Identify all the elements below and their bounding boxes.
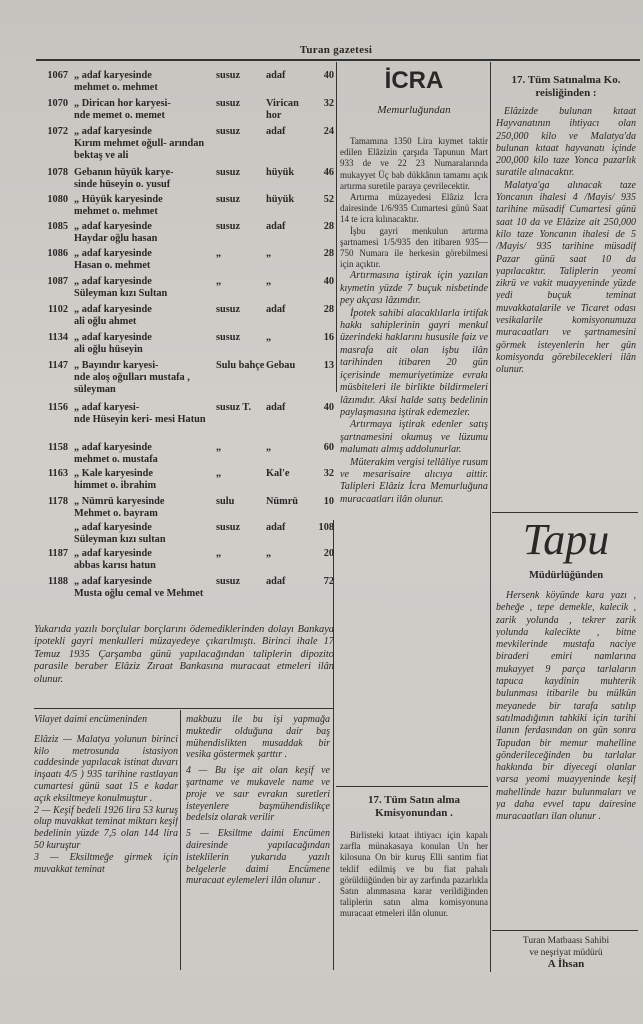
row-owner: mehmet o. mehmet <box>74 206 158 217</box>
vilayet-title: Vilayet daimi encümeninden <box>34 714 148 725</box>
row-number: 1188 <box>47 576 68 587</box>
row-type: „ <box>216 548 222 559</box>
bank-notice: Yukarıda yazılı borçlular borçlarını ödemediklerinden dolayı Bankaya ipotekli gayri menkulleri müzayedeye çıkarılmıştı. Birinci ihale 17 Temuz 1935 Çarşamba günü yapılacağından taliplerin dipozito parasile beraber Elâziz Zıraat Bankasına muracaat etmeleri ilân olunur. <box>34 624 334 685</box>
row-type: susuz <box>216 332 241 343</box>
table-row <box>34 248 334 278</box>
table-row <box>34 276 334 306</box>
row-village: „ adaf karyesinde <box>74 304 152 315</box>
tapu-subtitle: Müdürlüğünden <box>528 570 604 581</box>
row-location: adaf <box>266 576 286 587</box>
row-number: 1163 <box>47 468 68 479</box>
row-type: susuz <box>216 126 241 137</box>
row-location: hüyük <box>266 194 295 205</box>
column-divider-2 <box>490 62 491 972</box>
tapu-bottom-rule <box>492 930 638 931</box>
table-row <box>34 402 334 432</box>
row-number: 1134 <box>47 332 68 343</box>
row-value: 60 <box>323 442 334 453</box>
row-village: „ adaf karyesinde <box>74 576 152 587</box>
row-owner: mehmet o. mehmet <box>74 82 158 93</box>
row-number: 1080 <box>47 194 68 205</box>
row-village: „ Nümrü karyesinde <box>74 496 165 507</box>
tapu-notice: Tapu Müdürlüğünden Hersenk köyünde kara yazı , beheğe , tepe demekle, kalecik , zarik yolunda , tekrer zarik yolunda kalecikte , bitne mevkilerinde mustafa naciye biraderi emiri namlarına mukayyet 9 parça tarlaların tapuca kaydinin muhterik bulunması itibarile bu mülkün meyanede bir tarafa satılıp satılmadığının tahkiki için tarihi ilanın ferdasından on gün sonra Tapudan bir memur mahelline gönderileceğinden bu tarlalar hakkında bir diyecegi olanlar varsa yeomi muayyeninde keşif mahellinde hazır bulunmaları ve ya daha evvel tapu dairesine muracaatları ilan olunur . <box>496 518 636 823</box>
row-number: 1156 <box>47 402 68 413</box>
row-village: „ adaf karyesinde <box>74 332 152 343</box>
table-row <box>34 167 334 197</box>
row-value: 40 <box>323 402 334 413</box>
row-value: 24 <box>323 126 334 137</box>
row-owner: mehmet o. mustafa <box>74 454 158 465</box>
row-type: susuz <box>216 194 241 205</box>
row-number: 1078 <box>47 167 68 178</box>
icra-bottom-rule <box>336 786 488 787</box>
row-village: „ adaf karyesinde <box>74 126 152 137</box>
row-type: susuz <box>216 304 241 315</box>
row-type: „ <box>216 468 222 479</box>
row-village: „ adaf karyesinde <box>74 70 152 81</box>
row-value: 46 <box>323 167 334 178</box>
row-location: adaf <box>266 126 286 137</box>
row-number: 1072 <box>47 126 68 137</box>
row-number: 1102 <box>47 304 68 315</box>
table-row <box>34 304 334 334</box>
row-type: susuz <box>216 70 241 81</box>
row-owner: nde memet o. memet <box>74 110 165 121</box>
row-village: „ Dirican hor karyesi- <box>74 98 171 109</box>
row-location: Virican hor <box>266 98 299 121</box>
table-row <box>34 194 334 224</box>
row-number: 1086 <box>47 248 68 259</box>
row-owner: Süleyman kızı Sultan <box>74 288 168 299</box>
row-village: „ adaf karyesinde <box>74 248 152 259</box>
table-row <box>34 548 334 578</box>
table-row <box>34 576 334 606</box>
row-location: „ <box>266 248 272 259</box>
row-type: susuz <box>216 221 241 232</box>
row-owner: ali oğlu hüseyin <box>74 344 143 355</box>
yonca-bottom-rule <box>492 512 638 513</box>
row-village: „ adaf karyesinde <box>74 522 152 533</box>
table-row <box>34 332 334 362</box>
publisher-footer: Turan Matbaası Sahibi ve neşriyat müdürü A İhsan <box>522 936 610 970</box>
row-value: 20 <box>323 548 334 559</box>
row-location: „ <box>266 548 272 559</box>
row-number: 1178 <box>47 496 68 507</box>
row-location: „ <box>266 332 272 343</box>
row-number: 1087 <box>47 276 68 287</box>
row-value: 32 <box>323 468 334 479</box>
row-owner: nde Hüseyin keri- mesi Hatun <box>74 414 206 425</box>
table-row <box>34 98 334 128</box>
row-location: adaf <box>266 304 286 315</box>
row-owner: Kırım mehmet oğull- arından bektaş ve ali <box>74 138 205 161</box>
row-location: adaf <box>266 70 286 81</box>
row-location: adaf <box>266 221 286 232</box>
row-type: „ <box>216 276 222 287</box>
row-number: 1070 <box>47 98 68 109</box>
row-value: 40 <box>323 276 334 287</box>
row-type: susuz T. <box>216 402 252 413</box>
row-type: „ <box>216 248 222 259</box>
borclular-table <box>34 70 336 610</box>
row-value: 52 <box>323 194 334 205</box>
table-row <box>34 360 334 395</box>
row-location: „ <box>266 276 272 287</box>
column-divider-1 <box>336 62 337 392</box>
row-village: „ Kale karyesinde <box>74 468 153 479</box>
row-type: sulu <box>216 496 235 507</box>
row-village: „ Hüyük karyesinde <box>74 194 163 205</box>
row-village: „ adaf karyesi- <box>74 402 140 413</box>
row-owner: Mehmet o. bayram <box>74 508 158 519</box>
row-owner: Hasan o. mehmet <box>74 260 151 271</box>
row-village: „ adaf karyesinde <box>74 548 152 559</box>
row-owner: ali oğlu ahmet <box>74 316 137 327</box>
icra-notice: İCRA Memurluğundan Tamamına 1350 Lira kıymet taktir edilen Elâzizin çarşıda Tapunun Mart 933 de ve 22 23 Numaralarında mukayyet Üç bab dükkânın tamamı açık artırma suretile paraya çevrilecektir. Artırma müzayedesi Elâziz İcra dairesinde 1/6/935 Cumartesi günü Saat 14 te icra kılınacaktır. İşbu gayri menkulun artırma şartnamesi 1/5/935 den itibaren 935—750 Numara ile herkesin görebilmesi için açıktır. Artırmasına iştirak için yazılan kıymetin yüzde 7 buçuk nisbetinde pey akçası lâzımdır. İpotek sahibi alacaklılarla irtifak hakkı sahiplerinin gayri menkul üzerindeki haklarını hususile faiz ve masrafa ait olan işbu ilân tarihinden itibaren 20 gün içerisinde memuriyetimize evrakı müsbiteleri ile birlikte bildirmeleri lâzımdır. Aksi halde satış bedelinin paylaşmasına iştirak edemezler. Artırmaya iştirak edenler satış şartnamesini okumuş ve lüzumu malumatı almış addolunurlar. Müterakim vergisi tellâliye rusum ve mesarisaire alıcıya aittir. Talipleri Elâziz İcra Memurluğuna muracaatları ilân olunur. <box>340 67 488 505</box>
vilayet-notice-right: makbuzu ile bu işi yapmağa muktedir olduğuna dair baş mühendislikten musaddak bir vesika göstermek şarttır . 4 — Bu işe ait olan keşif ve şartname ve mukavele name ve proje ve saır evrakın suretleri isteyenlere başmühendislikçe bedelsiz olarak verilir 5 — Eksiltme daimi Encümen dairesinde yapılacağından isteklilerin yukarıda yazılı belgelerle daimi Encümene muracaat eylemeleri ilân olunur . <box>186 714 330 887</box>
row-value: 72 <box>323 576 334 587</box>
row-location: Gebau <box>266 360 296 371</box>
row-location: adaf <box>266 402 286 413</box>
row-value: 28 <box>323 304 334 315</box>
row-owner: Musta oğlu cemal ve Mehmet <box>74 588 204 599</box>
table-row <box>34 221 334 251</box>
table-row <box>34 468 334 498</box>
row-number: 1158 <box>47 442 68 453</box>
row-owner: Haydar oğlu hasan <box>74 233 158 244</box>
row-location: adaf <box>266 522 286 533</box>
row-value: 13 <box>323 360 334 371</box>
table-row <box>34 70 334 100</box>
row-owner: himmet o. ibrahim <box>74 480 157 491</box>
satin-alma-notice: 17. Tüm Satın alma Kmisyonundan . Birlisteki kıtaat ihtiyacı için kapalı zarfla münakasaya konulan Un her kilosuna On bir kuruş Elli santim fiat teklif edilmiş ve bu fiat pahalı görüldüğünden bir ay zarfında pazarlıkla Satın alınmasına karar verildiğinden taliplerin satın alma komisyonuna muracaat etmeleri ilân olunur. <box>340 794 488 919</box>
row-value: 40 <box>323 70 334 81</box>
row-value: 28 <box>323 221 334 232</box>
row-type: „ <box>216 442 222 453</box>
row-number: 1067 <box>47 70 68 81</box>
row-number: 1187 <box>47 548 68 559</box>
row-type: Sulu bahçe <box>216 360 265 371</box>
top-rule <box>36 59 640 61</box>
row-village: „ adaf karyesinde <box>74 276 152 287</box>
row-value: 10 <box>323 496 334 507</box>
notice-rule <box>34 708 334 709</box>
row-location: „ <box>266 442 272 453</box>
vilayet-notice-left: Vilayet daimi encümeninden Elâziz — Malatya yolunun birinci kilo metrosunda istasiyon caddesinde yapılacak istinat duvarı inşaatı 4/5 ) 935 tarihine rastlayan cumartesi günü saat 15 e kadar açık eksiltmeye konulmuştur . 2 — Keşif bedeli 1926 lira 53 kuruş olup muvakkat teminat miktarı keşif bedelinin yüzde 7,5 olan 144 lira 50 kuruştur 3 — Eksiltmeğe girmek için muvakkat teminat <box>34 714 178 875</box>
table-row <box>34 126 334 161</box>
row-village: „ Bayındır karyesi- <box>74 360 159 371</box>
row-location: Kal'e <box>266 468 290 479</box>
row-type: susuz <box>216 576 241 587</box>
row-type: susuz <box>216 522 241 533</box>
row-owner: abbas karısı hatun <box>74 560 156 571</box>
newspaper-header: Turan gazetesi <box>299 44 373 56</box>
row-value: 28 <box>323 248 334 259</box>
column-divider-vilayet <box>180 710 181 970</box>
row-value: 16 <box>323 332 334 343</box>
icra-title: İCRA <box>384 67 444 94</box>
row-village: Gebanın hüyük karye- <box>74 167 174 178</box>
tapu-title: Tapu <box>522 518 610 564</box>
row-owner: nde aloş oğulları mustafa , süleyman <box>74 372 190 395</box>
icra-subtitle: Memurluğundan <box>377 104 451 116</box>
row-village: „ adaf karyesinde <box>74 221 152 232</box>
row-location: Nümrü <box>266 496 299 507</box>
row-village: „ adaf karyesinde <box>74 442 152 453</box>
row-type: susuz <box>216 167 241 178</box>
row-value: 108 <box>318 522 334 533</box>
yonca-title: 17. Tüm Satınalma Ko. reisliğinden : <box>511 74 621 99</box>
yonca-notice: 17. Tüm Satınalma Ko. reisliğinden : Elâzizde bulunan kıtaat Hayvanatının ihtiyacı olan 250,000 kilo ve Malatya'da bulunan kıtaat hayvanatı içinde 200,000 kilo taze Yonca pazarlık suratile alınacaktır. Malatya'ga alınacak taze Yoncanın ihalesi 4 /Mayis/ 935 tarihine müsadif Cumartesi günü saat 10 da ve Elâzize ait 250,000 kilo taze Yoncanın ihalesi de 5 /Mayis/ 935 tarihine müsadif Pazar günü saat 10 da yapılacaktır. Taliplerin yeomi zikrü ve vakit muayyeninde yüzde yedi buçuk teminat muvakkatalarile ve Ticaret odası vesikalarile komisyonumuza muracaatları ve şartnamesini görmek isteyenlerin her gün komisyonda görebilecekleri ilân olunur. <box>496 74 636 376</box>
row-owner: Süleyman kızı sultan <box>74 534 166 545</box>
row-value: 32 <box>323 98 334 109</box>
row-number: 1085 <box>47 221 68 232</box>
row-number: 1147 <box>47 360 68 371</box>
row-location: hüyük <box>266 167 295 178</box>
satin-alma-title: 17. Tüm Satın alma Kmisyonundan . <box>367 794 461 819</box>
row-type: susuz <box>216 98 241 109</box>
row-owner: sinde hüseyin o. yusuf <box>74 179 171 190</box>
